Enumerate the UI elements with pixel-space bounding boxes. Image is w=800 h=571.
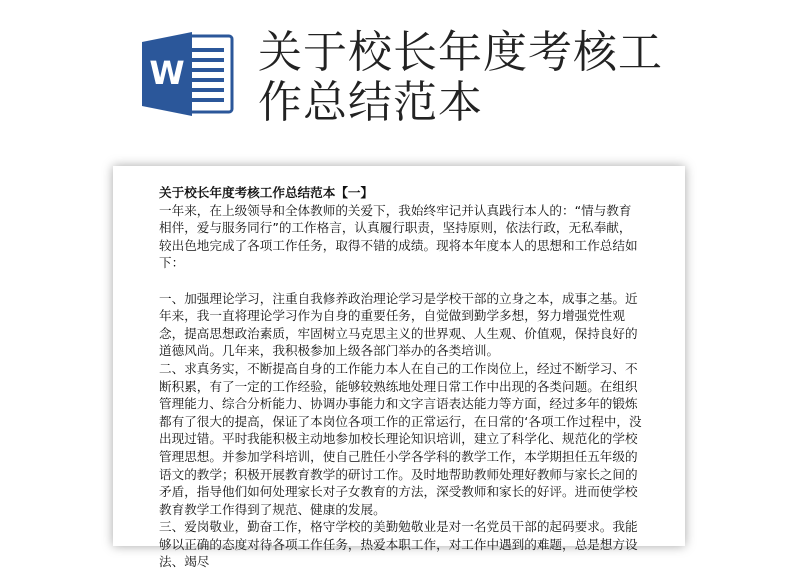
document-paragraph: 一、加强理论学习，注重自我修养政治理论学习是学校干部的立身之本，成事之基。近年来，我一直将理论学习作为自身的重要任务，自觉做到勤学多想，努力增强党性观念，提高思想政治素质，牢固树立马克思主义的世界观、人生观、价值观，保持良好的道德风尚。几年来，我积极参加上级各部门举办的各类培训。 (159, 290, 638, 359)
document-body (159, 184, 643, 571)
svg-text:W: W (149, 54, 185, 92)
document-page (113, 166, 685, 570)
document-paragraph: 一年来，在上级领导和全体教师的关爱下，我始终牢记并认真践行本人的：“情与教育相伴，爱与服务同行”的工作格言，认真履行职责，坚持原则，依法行政，无私奉献，较出色地完成了各项工作任务，取得不错的成绩。现将本年度本人的思想和工作总结如下： (159, 202, 638, 271)
word-logo-icon (140, 30, 236, 118)
document-paragraph: 二、求真务实，不断提高自身的工作能力本人在自己的工作岗位上，经过不断学习、不断积累，有了一定的工作经验，能够较熟练地处理日常工作中出现的各类问题。在组织管理能力、综合分析能力、协调办事能力和文字言语表达能力等方面，经过多年的锻炼都有了很大的提高，保证了本岗位各项工作的正常运行，在日常的‘各项工作过程中，没出现过错。平时我能积极主动地参加校长理论知识培训，建立了科学化、规范化的学校管理思想。并参加学科培训，使自己胜任小学各学科的教学工作，本学期担任五年级的语文的教学；积极开展教育教学的研讨工作。及时地帮助教师处理好教师与家长之间的矛盾，指导他们如何处理家长对子女教育的方法，深受教师和家长的好评。进而使学校教育教学工作得到了规范、健康的发展。 (159, 360, 642, 517)
blank-line (159, 272, 643, 290)
document-heading: 关于校长年度考核工作总结范本【一】 (159, 185, 374, 200)
page-header (0, 0, 800, 165)
document-paragraph: 三、爱岗敬业，勤奋工作，格守学校的美勤勉敬业是对一名党员干部的起码要求。我能够以正确的态度对待各项工作任务，热爱本职工作，对工作中遇到的难题，总是想方设法、竭尽 (159, 519, 638, 570)
page-title: 关于校长年度考核工作总结范本 (258, 27, 663, 128)
